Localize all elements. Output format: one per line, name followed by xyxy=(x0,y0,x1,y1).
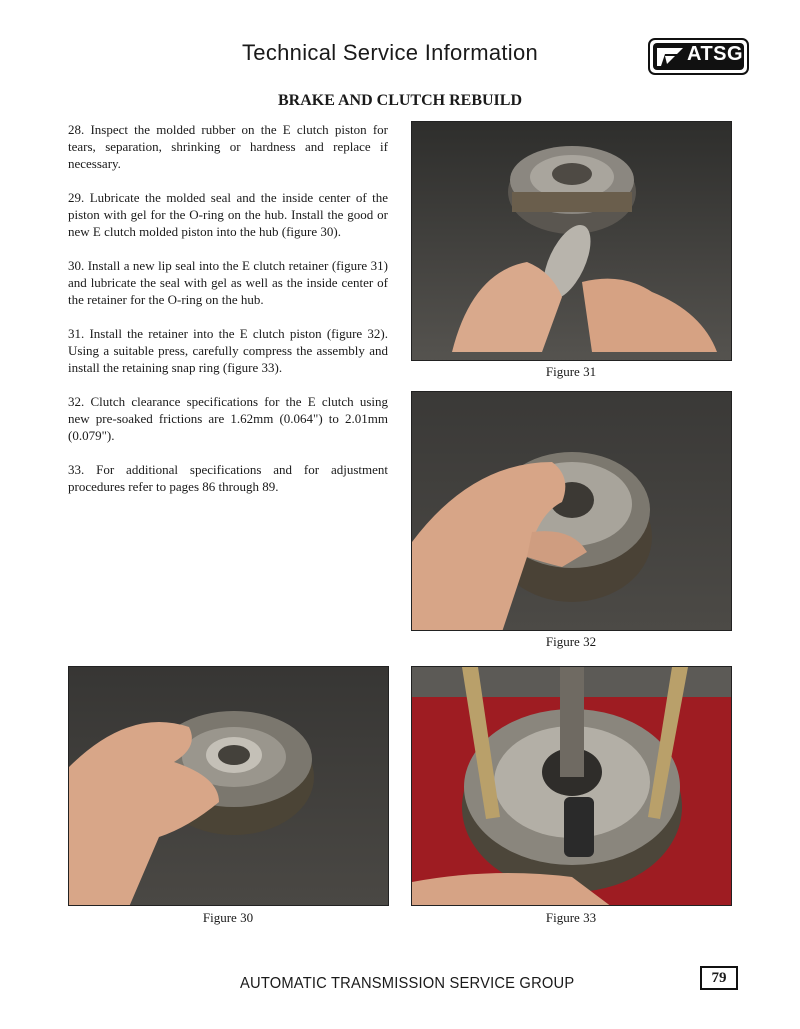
figure-33-photo xyxy=(411,666,732,906)
page-number: 79 xyxy=(700,966,738,990)
figure-31-photo xyxy=(411,121,732,361)
figure-32-photo xyxy=(411,391,732,631)
procedure-steps xyxy=(68,121,388,512)
figure-33-caption: Figure 33 xyxy=(545,910,597,925)
page-header-title: Technical Service Information xyxy=(242,40,539,65)
step-33: 33. For additional specifications and for adjustment procedures refer to pages 86 through 89. xyxy=(68,462,388,494)
figure-31-caption: Figure 31 xyxy=(545,364,597,379)
figure-32-caption: Figure 32 xyxy=(545,634,597,649)
section-title: BRAKE AND CLUTCH REBUILD xyxy=(277,92,523,109)
footer-text: AUTOMATIC TRANSMISSION SERVICE GROUP xyxy=(240,975,575,992)
step-30: 30. Install a new lip seal into the E clutch retainer (figure 31) and lubricate the seal with gel as well as the inside center of the retainer for the O-ring on the hub. xyxy=(68,258,388,307)
step-31: 31. Install the retainer into the E clutch piston (figure 32). Using a suitable press, carefully compress the assembly and install the retaining snap ring (figure 33). xyxy=(68,326,388,375)
logo-text: ATSG xyxy=(687,43,744,65)
step-28: 28. Inspect the molded rubber on the E clutch piston for tears, separation, shrinking or hardness and replace if necessary. xyxy=(68,122,388,171)
atsg-logo xyxy=(648,38,749,75)
step-32: 32. Clutch clearance specifications for the E clutch using new pre-soaked frictions are 1.62mm (0.064") to 2.01mm (0.079"). xyxy=(68,394,388,443)
figure-30-photo xyxy=(68,666,389,906)
step-29: 29. Lubricate the molded seal and the inside center of the piston with gel for the O-ring on the hub. Install the good or new E clutch molded piston into the hub (figure 30). xyxy=(68,190,388,239)
figure-30-caption: Figure 30 xyxy=(202,910,254,925)
logo-flag-icon xyxy=(655,46,685,68)
